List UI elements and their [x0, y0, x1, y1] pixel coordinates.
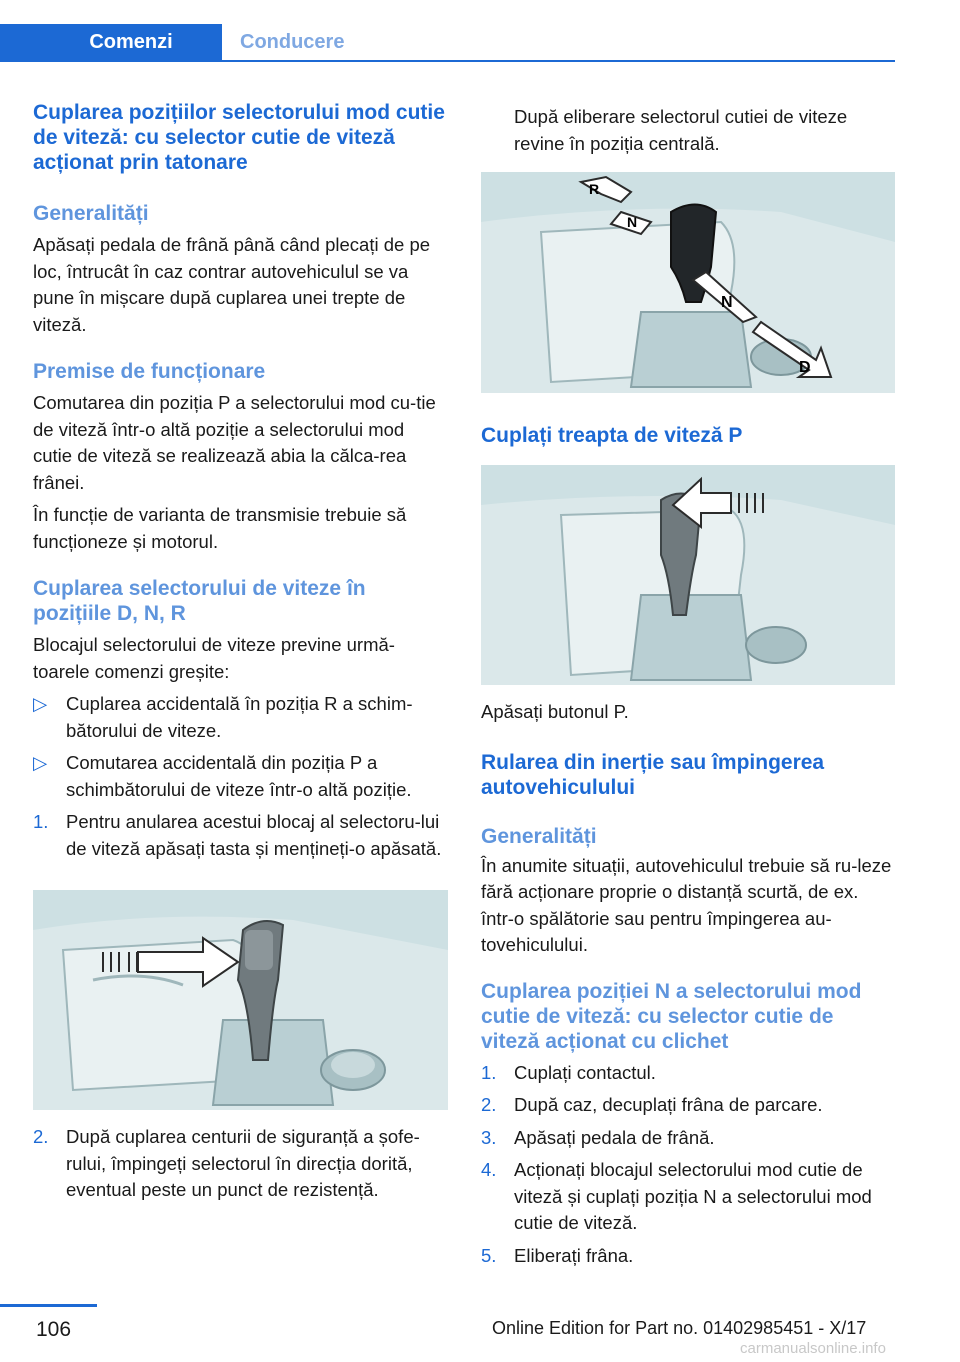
- list-item: [33, 1124, 448, 1204]
- paragraph-release-center: După eliberare selectorul cutiei de viteze revine în poziția centrală.: [514, 106, 848, 154]
- list-item-text: Pentru anularea acestui blocaj al selectoru‐lui de viteză apăsați tasta și mențineți‑o apăsată.: [66, 811, 442, 859]
- right-column: [481, 104, 895, 1269]
- label-n-lower: N: [721, 294, 733, 311]
- left-column: [33, 100, 448, 1204]
- list-item: [481, 1157, 895, 1237]
- subheading-prerequisites: Premise de funcționare: [33, 360, 266, 383]
- list-item: [33, 691, 448, 744]
- step-number: 5.: [481, 1244, 497, 1266]
- paragraph-selector-lock: Blocajul selectorului de viteze previne urmă‐toarele comenzi greșite:: [33, 634, 395, 682]
- figure-selector-unlock-button: [33, 890, 448, 1110]
- list-item: [481, 1125, 895, 1152]
- list-item: [33, 809, 448, 862]
- header-tabs: [0, 24, 895, 60]
- step-number: 3.: [481, 1126, 497, 1148]
- step-number: 2.: [481, 1094, 497, 1115]
- heading-engage-p: Cuplați treapta de viteză P: [481, 424, 743, 447]
- header-rule: [0, 60, 895, 62]
- section-heading-gear-positions: Cuplarea pozițiilor selectorului mod cutie de viteză: cu selector cutie de viteză acționat prin tatonare: [33, 101, 445, 174]
- label-d: D: [799, 359, 811, 376]
- steps-list: [481, 1060, 895, 1270]
- p-button-illustration: [481, 465, 895, 685]
- list-item-text: Eliberați frâna.: [514, 1244, 634, 1266]
- list-item-text: Apăsați pedala de frână.: [514, 1126, 715, 1148]
- triangle-bullet-icon: ▷: [33, 752, 48, 773]
- list-item-text: Cuplarea accidentală în poziția R a schim‐bătorului de viteze.: [66, 693, 413, 741]
- label-r: R: [589, 181, 600, 197]
- triangle-bullet-icon: ▷: [33, 693, 48, 714]
- heading-rolling-pushing: Rularea din inerție sau împingerea autovehiculului: [481, 750, 825, 799]
- step-number: 2.: [33, 1126, 49, 1147]
- list-item-text: După caz, decuplați frâna de parcare.: [514, 1094, 823, 1115]
- subheading-engage-n: Cuplarea poziției N a selectorului mod cutie de viteză: cu selector cutie de viteză acționat cu clichet: [481, 979, 862, 1053]
- tab-comenzi[interactable]: Comenzi: [0, 24, 222, 60]
- list-item-text: Acționați blocajul selectorului mod cutie de viteză și cuplați poziția N a selectorului mod cutie de viteză.: [514, 1159, 872, 1233]
- tab-conducere[interactable]: Conducere: [240, 30, 345, 53]
- paragraph-brake-warning: Apăsați pedala de frână până când plecați de pe loc, întrucât în caz contrar autovehiculul se va pune în mișcare după cuplarea unei trepte de viteză.: [33, 234, 431, 335]
- subheading-general: Generalități: [33, 202, 149, 225]
- list-item: [481, 1060, 895, 1087]
- gear-selector-illustration: [33, 890, 448, 1110]
- list-item-text: Cuplați contactul.: [514, 1061, 656, 1083]
- edition-note: Online Edition for Part no. 01402985451 - X/17: [492, 1318, 867, 1338]
- step-number: 4.: [481, 1159, 497, 1180]
- page-number: 106: [36, 1318, 72, 1341]
- list-item: [481, 1092, 895, 1119]
- subheading-shift-dnr: Cuplarea selectorului de viteze în pozițiile D, N, R: [33, 577, 366, 625]
- list-item: [33, 750, 448, 803]
- footer-rule: [0, 1304, 97, 1307]
- figure-shift-pattern: [481, 172, 895, 393]
- step-number: 1.: [481, 1061, 497, 1083]
- list-item: [481, 1243, 895, 1270]
- label-n-upper: N: [627, 214, 638, 230]
- paragraph-shift-from-p: Comutarea din poziția P a selectorului mod cu‐tie de viteză într‑o altă poziție a selectorului mod cutie de viteză se realizează abia la călca‐rea frânei.: [33, 392, 436, 493]
- lock-list: [33, 691, 448, 862]
- paragraph-rolling-situations: În anumite situații, autovehiculul trebuie să ru‐leze fără acționare proprie o distanță scurtă, de ex. într‑o spălătorie sau pentru împingerea au‐tovehiculului.: [481, 854, 892, 955]
- paragraph-press-p: Apăsați butonul P.: [481, 701, 629, 722]
- shift-pattern-illustration: [481, 172, 895, 393]
- subheading-general-2: Generalități: [481, 824, 597, 848]
- watermark: carmanualsonline.info: [740, 1340, 886, 1357]
- figure-p-button: [481, 465, 895, 685]
- paragraph-engine-running: În funcție de varianta de transmisie trebuie să funcționeze și motorul.: [33, 504, 407, 552]
- step-number: 1.: [33, 811, 49, 832]
- list-item-text: Comutarea accidentală din poziția P a schimbătorului de viteze într‑o altă poziție.: [66, 752, 412, 800]
- list-item-text: După cuplarea centurii de siguranță a șofe‐rului, împingeți selectorul în direcția dorită, eventual peste un punct de rezistență.: [66, 1126, 420, 1200]
